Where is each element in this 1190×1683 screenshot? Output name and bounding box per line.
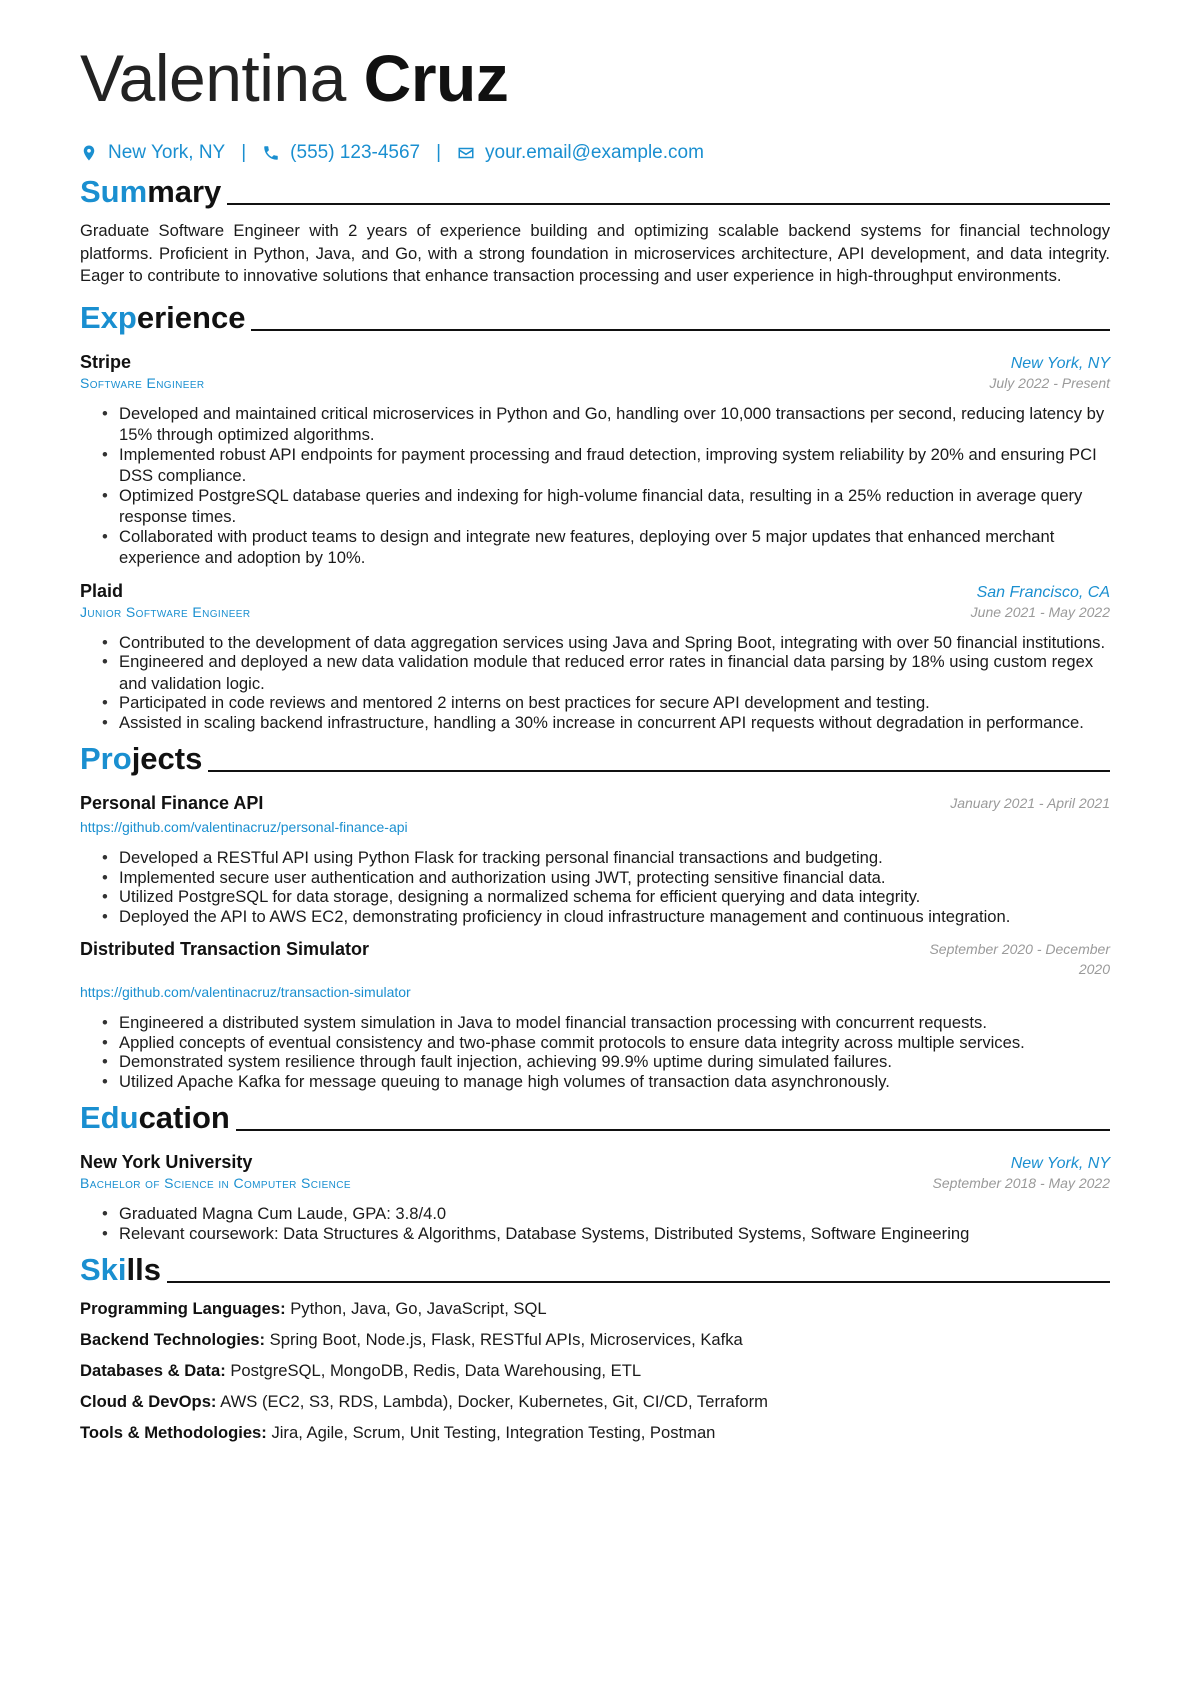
section-rule — [208, 770, 1110, 772]
bullet-item: • Deployed the API to AWS EC2, demonstrating proficiency in cloud infrastructure management and continuous integration. — [102, 906, 1110, 928]
bullet-list — [80, 1203, 1110, 1244]
section-title: Experience — [80, 299, 246, 335]
skill-values: Jira, Agile, Scrum, Unit Testing, Integration Testing, Postman — [271, 1423, 716, 1442]
experience-entry — [80, 352, 1110, 569]
envelope-icon — [457, 144, 475, 162]
entry-dates: June 2021 - May 2022 — [970, 603, 1110, 620]
project-entry — [80, 939, 1110, 1092]
summary-section — [80, 172, 1110, 288]
bullet-item: • Engineered a distributed system simulation in Java to model financial transaction processing with concurrent requests. — [102, 1012, 1110, 1034]
entry-subheader-row — [80, 373, 1110, 391]
skill-category: Cloud & DevOps: — [80, 1392, 217, 1411]
bullet-list — [80, 847, 1110, 927]
section-title: Education — [80, 1100, 230, 1135]
bullet-item: • Participated in code reviews and mentored 2 interns on best practices for secure API development and testing. — [102, 692, 1110, 714]
bullet-list — [80, 632, 1110, 734]
section-title: Projects — [80, 741, 203, 776]
experience-list — [80, 352, 1110, 734]
bullet-item: • Optimized PostgreSQL database queries and indexing for high-volume financial data, resulting in a 25% reduction in average query response times. — [102, 485, 1110, 528]
entry-header-row — [80, 352, 1110, 373]
section-rule — [251, 329, 1110, 331]
entry-location: New York, NY — [1010, 354, 1110, 372]
entry-role: Bachelor of Science in Computer Science — [80, 1175, 351, 1191]
phone-text: (555) 123-4567 — [290, 142, 421, 163]
bullet-item: • Collaborated with product teams to design and integrate new features, deploying over 5 major updates that enhanced merchant experience and adoption by 10%. — [102, 526, 1110, 569]
organization-name: New York University — [80, 1152, 253, 1172]
entry-role: Software Engineer — [80, 374, 205, 391]
section-heading — [80, 172, 1110, 210]
skill-row — [80, 1391, 1110, 1412]
entry-header-row — [80, 939, 1110, 979]
bullet-item: • Assisted in scaling backend infrastructure, handling a 30% increase in concurrent API requests without degradation in performance. — [102, 712, 1110, 734]
first-name: Valentina — [80, 41, 346, 115]
experience-entry — [80, 581, 1110, 734]
skill-row — [80, 1329, 1110, 1350]
section-heading — [80, 739, 1110, 777]
organization-name: Plaid — [80, 580, 124, 601]
summary-text: Graduate Software Engineer with 2 years of experience building and optimizing scalable backend systems for financial technology platforms. Proficient in Python, Java, and Go, with a strong foundation in microservices architecture, API development, and data integrity. Eager to contribute to innovative solutions that enhance transaction processing and user experience in high-throughput environments. — [80, 221, 1110, 285]
contact-phone — [262, 142, 420, 164]
education-section — [80, 1098, 1110, 1244]
bullet-item: • Demonstrated system resilience through fault injection, achieving 99.9% uptime during simulated failures. — [102, 1051, 1110, 1073]
section-title: Skills — [80, 1252, 161, 1287]
section-heading — [80, 1250, 1110, 1288]
phone-icon — [262, 144, 280, 162]
skill-row — [80, 1298, 1110, 1319]
bullet-item: • Implemented robust API endpoints for payment processing and fraud detection, improving system reliability by 20% and ensuring PCI DSS compliance. — [102, 444, 1110, 487]
entry-subheader-row — [80, 1173, 1110, 1191]
experience-section — [80, 298, 1110, 734]
section-title: Summary — [80, 174, 222, 209]
entry-header-row — [80, 1152, 1110, 1173]
bullet-item: • Relevant coursework: Data Structures & Algorithms, Database Systems, Distributed Systems, Software Engineering — [102, 1223, 1110, 1245]
skill-values: Spring Boot, Node.js, Flask, RESTful APIs, Microservices, Kafka — [269, 1330, 743, 1349]
projects-list — [80, 793, 1110, 1092]
project-dates: January 2021 - April 2021 — [950, 795, 1110, 811]
bullet-item: • Utilized PostgreSQL for data storage, designing a normalized schema for efficient querying and data integrity. — [102, 886, 1110, 908]
skills-list — [80, 1298, 1110, 1443]
bullet-item: • Contributed to the development of data aggregation services using Java and Spring Boot, integrating with over 50 financial institutions. — [102, 632, 1110, 654]
skill-values: AWS (EC2, S3, RDS, Lambda), Docker, Kubernetes, Git, CI/CD, Terraform — [220, 1392, 768, 1411]
resume-header — [80, 38, 1110, 166]
organization-name: Stripe — [80, 351, 132, 372]
full-name — [80, 38, 1110, 118]
project-name: Personal Finance API — [80, 793, 264, 813]
education-entry — [80, 1152, 1110, 1244]
map-pin-icon — [80, 144, 98, 162]
skill-values: Python, Java, Go, JavaScript, SQL — [290, 1299, 547, 1318]
contact-email[interactable] — [457, 142, 704, 164]
project-link[interactable]: https://github.com/valentinacruz/transaction-simulator — [80, 984, 411, 1000]
skill-row — [80, 1422, 1110, 1443]
bullet-item: • Implemented secure user authentication and authorization using JWT, protecting sensitive financial data. — [102, 867, 1110, 889]
project-entry — [80, 793, 1110, 927]
contact-location — [80, 142, 225, 164]
bullet-item: • Applied concepts of eventual consistency and two-phase commit protocols to ensure data integrity across multiple services. — [102, 1032, 1110, 1054]
skill-category: Tools & Methodologies: — [80, 1423, 267, 1442]
bullet-item: • Graduated Magna Cum Laude, GPA: 3.8/4.0 — [102, 1203, 1110, 1225]
entry-dates: July 2022 - Present — [989, 374, 1110, 391]
entry-dates: September 2018 - May 2022 — [932, 1175, 1110, 1191]
section-heading — [80, 1098, 1110, 1136]
bullet-item: • Engineered and deployed a new data validation module that reduced error rates in financial data parsing by 18% using custom regex and validation logic. — [102, 651, 1110, 694]
contact-separator: | — [436, 142, 442, 163]
entry-location: New York, NY — [1010, 1155, 1110, 1172]
section-rule — [227, 203, 1110, 205]
bullet-list — [80, 1012, 1110, 1092]
entry-subheader-row — [80, 602, 1110, 620]
bullet-item: • Developed and maintained critical microservices in Python and Go, handling over 10,000 transactions per second, reducing latency by 15% through optimized algorithms. — [102, 403, 1110, 446]
section-heading — [80, 298, 1110, 336]
skills-section — [80, 1250, 1110, 1443]
entry-role: Junior Software Engineer — [80, 603, 251, 620]
contact-line — [80, 140, 1110, 166]
entry-location: San Francisco, CA — [976, 583, 1110, 601]
skill-category: Programming Languages: — [80, 1299, 286, 1318]
project-dates: September 2020 - December 2020 — [929, 941, 1110, 977]
skill-category: Databases & Data: — [80, 1361, 226, 1380]
entry-header-row — [80, 581, 1110, 602]
entry-header-row — [80, 793, 1110, 814]
bullet-list — [80, 403, 1110, 569]
skill-values: PostgreSQL, MongoDB, Redis, Data Warehousing, ETL — [230, 1361, 642, 1380]
location-text: New York, NY — [108, 142, 226, 163]
project-name: Distributed Transaction Simulator — [80, 939, 370, 959]
projects-section — [80, 739, 1110, 1092]
section-rule — [236, 1129, 1110, 1131]
contact-separator: | — [241, 142, 247, 163]
project-link[interactable]: https://github.com/valentinacruz/personal-finance-api — [80, 819, 408, 835]
last-name: Cruz — [363, 41, 509, 115]
bullet-item: • Utilized Apache Kafka for message queuing to manage high volumes of transaction data asynchronously. — [102, 1071, 1110, 1093]
bullet-item: • Developed a RESTful API using Python Flask for tracking personal financial transactions and budgeting. — [102, 847, 1110, 869]
section-rule — [167, 1281, 1110, 1283]
email-link[interactable]: your.email@example.com — [485, 142, 704, 163]
skill-category: Backend Technologies: — [80, 1330, 266, 1349]
education-list — [80, 1152, 1110, 1244]
skill-row — [80, 1360, 1110, 1381]
